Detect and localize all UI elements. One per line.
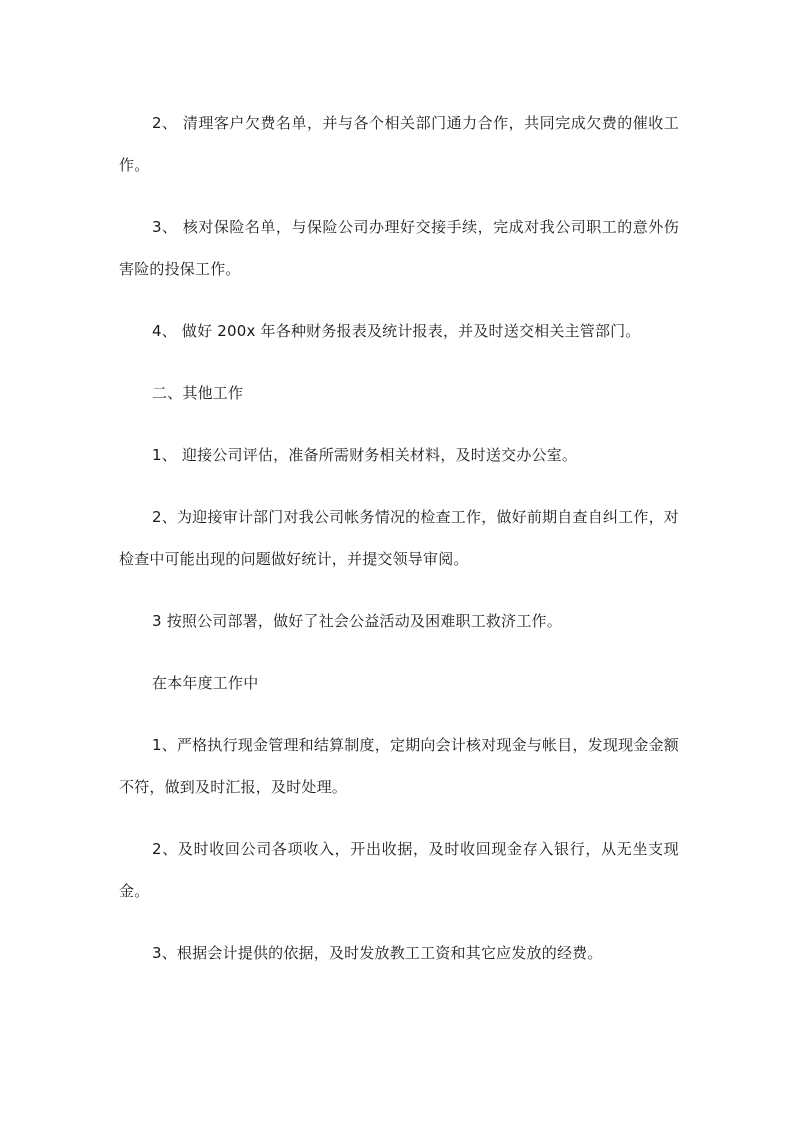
paragraph-financial-reports: 4、 做好 200x 年各种财务报表及统计报表，并及时送交相关主管部门。 [152, 322, 641, 340]
paragraph-salary-payment: 3、根据会计提供的依据，及时发放教工工资和其它应发放的经费。 [152, 944, 603, 962]
paragraph-debt-list: 2、 清理客户欠费名单，并与各个相关部门通力合作，共同完成欠费的催收工作。 [119, 114, 679, 174]
document-body [119, 102, 679, 994]
section-heading-other-work: 二、其他工作 [152, 384, 244, 402]
paragraph-public-welfare: 3 按照公司部署，做好了社会公益活动及困难职工救济工作。 [152, 612, 562, 630]
paragraph-insurance-list: 3、 核对保险名单，与保险公司办理好交接手续，完成对我公司职工的意外伤害险的投保工作。 [119, 218, 679, 278]
paragraph-income-collection: 2、及时收回公司各项收入，开出收据，及时收回现金存入银行，从无坐支现金。 [119, 840, 679, 900]
paragraph-company-evaluation: 1、 迎接公司评估，准备所需财务相关材料，及时送交办公室。 [152, 446, 578, 464]
section-heading-annual-work: 在本年度工作中 [152, 674, 259, 692]
paragraph-cash-management: 1、严格执行现金管理和结算制度，定期向会计核对现金与帐目，发现现金金额不符，做到及时汇报，及时处理。 [119, 736, 679, 796]
paragraph-audit-preparation: 2、为迎接审计部门对我公司帐务情况的检查工作，做好前期自查自纠工作，对检查中可能出现的问题做好统计，并提交领导审阅。 [119, 508, 679, 568]
